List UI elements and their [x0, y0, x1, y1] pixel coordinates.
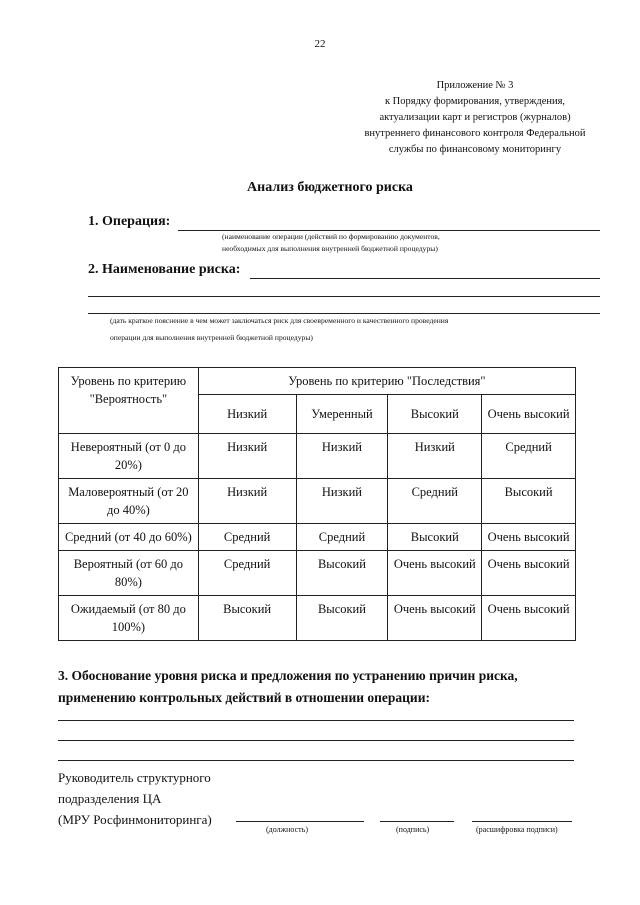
section3-line: применению контрольных действий в отношении операции:: [58, 690, 430, 705]
consequence-level: Очень высокий: [482, 395, 576, 434]
probability-header: Уровень по критерию "Вероятность": [59, 368, 199, 434]
section2-note-2: операции для выполнения внутренней бюджетной процедуры): [110, 333, 313, 342]
risk-cell: Очень высокий: [482, 551, 576, 596]
section3-fill-line: [58, 720, 574, 721]
probability-level: Ожидаемый (от 80 до 100%): [59, 596, 199, 641]
section2-label: 2. Наименование риска:: [88, 262, 241, 277]
section1-note-2: необходимых для выполнения внутренней бюджетной процедуры): [222, 244, 438, 253]
page-number: 22: [314, 38, 326, 50]
appendix-header: [340, 78, 610, 158]
risk-cell: Низкий: [296, 479, 388, 524]
risk-cell: Высокий: [388, 524, 482, 551]
probability-level: Вероятный (от 60 до 80%): [59, 551, 199, 596]
section1-label: 1. Операция:: [88, 214, 171, 229]
section3-fill-line-3: [58, 760, 574, 761]
signature-caption: (подпись): [396, 825, 430, 834]
risk-cell: Средний: [198, 524, 296, 551]
consequence-level: Низкий: [198, 395, 296, 434]
risk-cell: Средний: [296, 524, 388, 551]
risk-cell: Высокий: [296, 551, 388, 596]
appendix-line: актуализации карт и регистров (журналов): [379, 112, 571, 123]
appendix-line: службы по финансовому мониторингу: [388, 144, 562, 155]
risk-cell: Очень высокий: [388, 551, 482, 596]
probability-level: Маловероятный (от 20 до 40%): [59, 479, 199, 524]
section3-line: 3. Обоснование уровня риска и предложения по устранению причин риска,: [58, 668, 518, 683]
probability-level: Средний (от 40 до 60%): [59, 524, 199, 551]
appendix-line: Приложение № 3: [436, 80, 514, 91]
risk-cell: Низкий: [198, 434, 296, 479]
risk-cell: Высокий: [482, 479, 576, 524]
risk-cell: Очень высокий: [388, 596, 482, 641]
section1-fill-line: [178, 230, 600, 231]
section2-note-1: (дать краткое пояснение в чем может заключаться риск для своевременного и качественного проведения: [110, 316, 449, 325]
consequences-header: Уровень по критерию "Последствия": [198, 368, 575, 395]
section3-heading: [58, 665, 518, 709]
risk-cell: Средний: [388, 479, 482, 524]
section3-fill-line-2: [58, 740, 574, 741]
head-title-line: Руководитель структурного: [58, 770, 211, 785]
table-row: [59, 434, 576, 479]
risk-cell: Высокий: [198, 596, 296, 641]
risk-cell: Средний: [198, 551, 296, 596]
table-row: [59, 551, 576, 596]
signature-line: [380, 821, 454, 822]
risk-matrix-table: [58, 367, 576, 641]
section2-fill-line: [250, 278, 600, 279]
table-row: [59, 479, 576, 524]
table-row: [59, 524, 576, 551]
head-title-line: подразделения ЦА: [58, 791, 162, 806]
risk-cell: Очень высокий: [482, 524, 576, 551]
appendix-line: к Порядку формирования, утверждения,: [384, 96, 566, 107]
risk-cell: Средний: [482, 434, 576, 479]
table-row: [59, 596, 576, 641]
consequence-level: Высокий: [388, 395, 482, 434]
risk-cell: Высокий: [296, 596, 388, 641]
appendix-line: внутреннего финансового контроля Федеральной: [364, 128, 586, 139]
consequence-level: Умеренный: [296, 395, 388, 434]
section2-fill-line-2: [88, 296, 600, 297]
document-title: Анализ бюджетного риска: [247, 180, 413, 195]
decoding-caption: (расшифровка подписи): [476, 825, 558, 834]
risk-cell: Низкий: [296, 434, 388, 479]
position-line: [236, 821, 364, 822]
risk-cell: Низкий: [198, 479, 296, 524]
head-of-unit-block: [58, 767, 212, 830]
table-header-row: [59, 368, 576, 395]
head-title-line: (МРУ Росфинмониторинга): [58, 812, 212, 827]
risk-cell: Низкий: [388, 434, 482, 479]
risk-cell: Очень высокий: [482, 596, 576, 641]
section2-fill-line-3: [88, 313, 600, 314]
position-caption: (должность): [266, 825, 308, 834]
probability-level: Невероятный (от 0 до 20%): [59, 434, 199, 479]
decoding-line: [472, 821, 572, 822]
section1-note-1: (наименование операции (действий по формированию документов,: [222, 232, 440, 241]
